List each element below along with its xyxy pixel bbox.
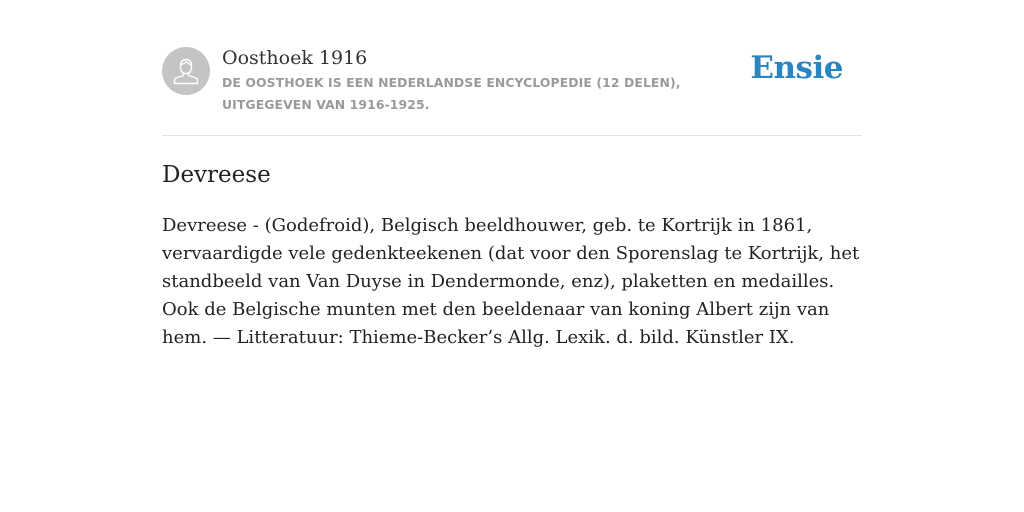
article-body: Devreese - (Godefroid), Belgisch beeldhouwer, geb. te Kortrijk in 1861, vervaardigde vele gedenkteekenen (dat voor den Sporenslag te Kortrijk, het standbeeld van Van Duyse in Dendermonde, enz), plaketten en medailles. Ook de Belgische munten met den beeldenaar van koning Albert zijn van hem. — Litteratuur: Thieme-Becker’s Allg. Lexik. d. bild. Künstler IX. [162, 215, 860, 348]
article-title: Devreese [162, 162, 271, 188]
ensie-logo-link[interactable]: Ensie [750, 50, 843, 86]
user-avatar-icon [162, 47, 210, 95]
source-description: DE OOSTHOEK IS EEN NEDERLANDSE ENCYCLOPEDIE (12 DELEN), UITGEGEVEN VAN 1916-1925. [222, 75, 681, 112]
source-title[interactable]: Oosthoek 1916 [222, 47, 368, 69]
page [162, 0, 862, 348]
source-header [162, 0, 862, 136]
source-info [222, 44, 762, 116]
